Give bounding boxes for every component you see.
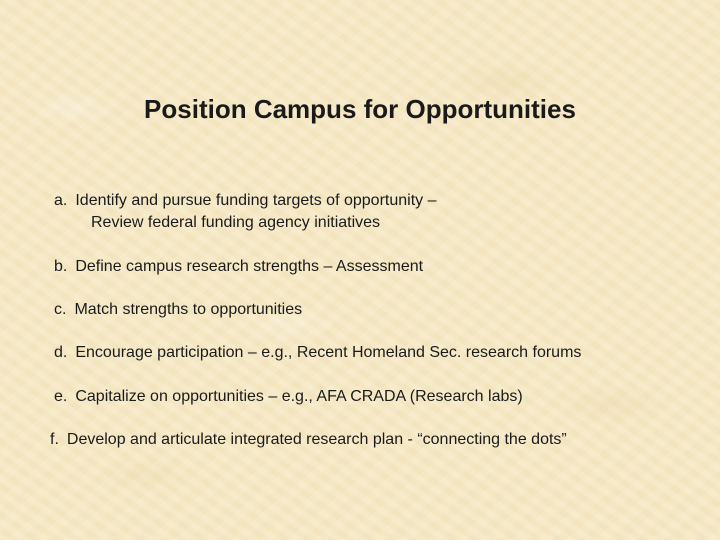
item-marker: f. (50, 431, 59, 448)
item-marker: a. (54, 192, 68, 209)
list-item-b (54, 256, 423, 278)
item-marker: d. (54, 344, 68, 361)
item-text: Capitalize on opportunities – e.g., AFA CRADA (Research labs) (75, 388, 523, 405)
list-item-d (54, 342, 581, 364)
list-item-a (54, 190, 436, 234)
item-text-continuation: Review federal funding agency initiatives (91, 214, 381, 231)
item-text: Encourage participation – e.g., Recent Homeland Sec. research forums (75, 344, 582, 361)
list-item-e (54, 386, 523, 408)
item-text: Develop and articulate integrated research plan - “connecting the dots” (66, 431, 567, 448)
list-item-c (54, 299, 302, 321)
list-item-f (50, 429, 567, 451)
item-marker: e. (54, 388, 68, 405)
item-marker: b. (54, 258, 68, 275)
item-text: Match strengths to opportunities (74, 301, 303, 318)
item-text: Identify and pursue funding targets of opportunity – (75, 192, 437, 209)
slide-title: Position Campus for Opportunities (144, 94, 576, 124)
item-marker: c. (54, 301, 67, 318)
item-text: Define campus research strengths – Assessment (75, 258, 424, 275)
